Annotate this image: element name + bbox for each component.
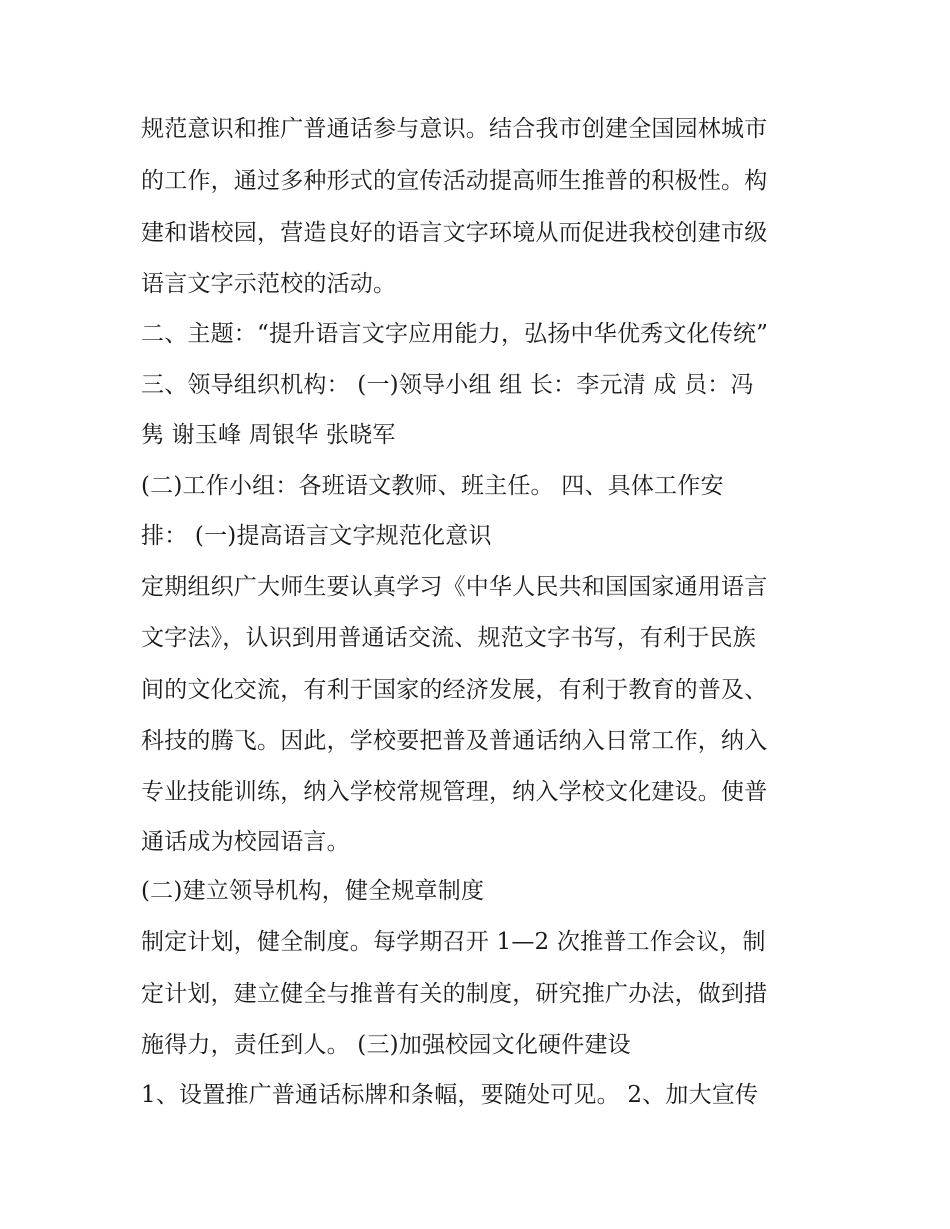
text-line: 建和谐校园，营造良好的语言文字环境从而促进我校创建市级: [141, 220, 768, 246]
text-line: 间的文化交流，有利于国家的经济发展，有利于教育的普及、: [141, 677, 768, 703]
text-line: 专业技能训练，纳入学校常规管理，纳入学校文化建设。使普: [141, 779, 768, 805]
text-line: 1、设置推广普通话标牌和条幅，要随处可见。 2、加大宣传: [141, 1082, 759, 1108]
text-line: 定计划，建立健全与推普有关的制度，研究推广办法，做到措: [141, 981, 768, 1007]
text-line: 通话成为校园语言。: [141, 829, 350, 855]
text-line: 施得力，责任到人。 (三)加强校园文化硬件建设: [141, 1032, 631, 1058]
text-line: 规范意识和推广普通话参与意识。结合我市创建全国园林城市: [141, 116, 768, 142]
text-line: 排： (一)提高语言文字规范化意识: [141, 523, 492, 549]
text-line: 语言文字示范校的活动。: [141, 271, 397, 297]
text-line: 文字法》，认识到用普通话交流、规范文字书写，有利于民族: [141, 625, 756, 651]
text-line: 的工作，通过多种形式的宣传活动提高师生推普的积极性。构: [141, 168, 768, 194]
section-heading-organization: 三、领导组织机构： (一)领导小组 组 长：李元清 成 员：冯: [141, 372, 754, 398]
text-line: 科技的腾飞。因此，学校要把普及普通话纳入日常工作，纳入: [141, 728, 768, 754]
text-line: 隽 谢玉峰 周银华 张晓军: [141, 422, 396, 448]
text-line: 定期组织广大师生要认真学习《中华人民共和国国家通用语言: [141, 574, 768, 600]
subsection-heading: (二)建立领导机构，健全规章制度: [141, 878, 485, 904]
text-line: (二)工作小组：各班语文教师、班主任。 四、具体工作安: [141, 473, 724, 499]
text-line: 制定计划，健全制度。每学期召开 1—2 次推普工作会议，制: [141, 929, 766, 955]
section-heading-theme: 二、主题：“提升语言文字应用能力，弘扬中华优秀文化传统”: [141, 321, 769, 347]
